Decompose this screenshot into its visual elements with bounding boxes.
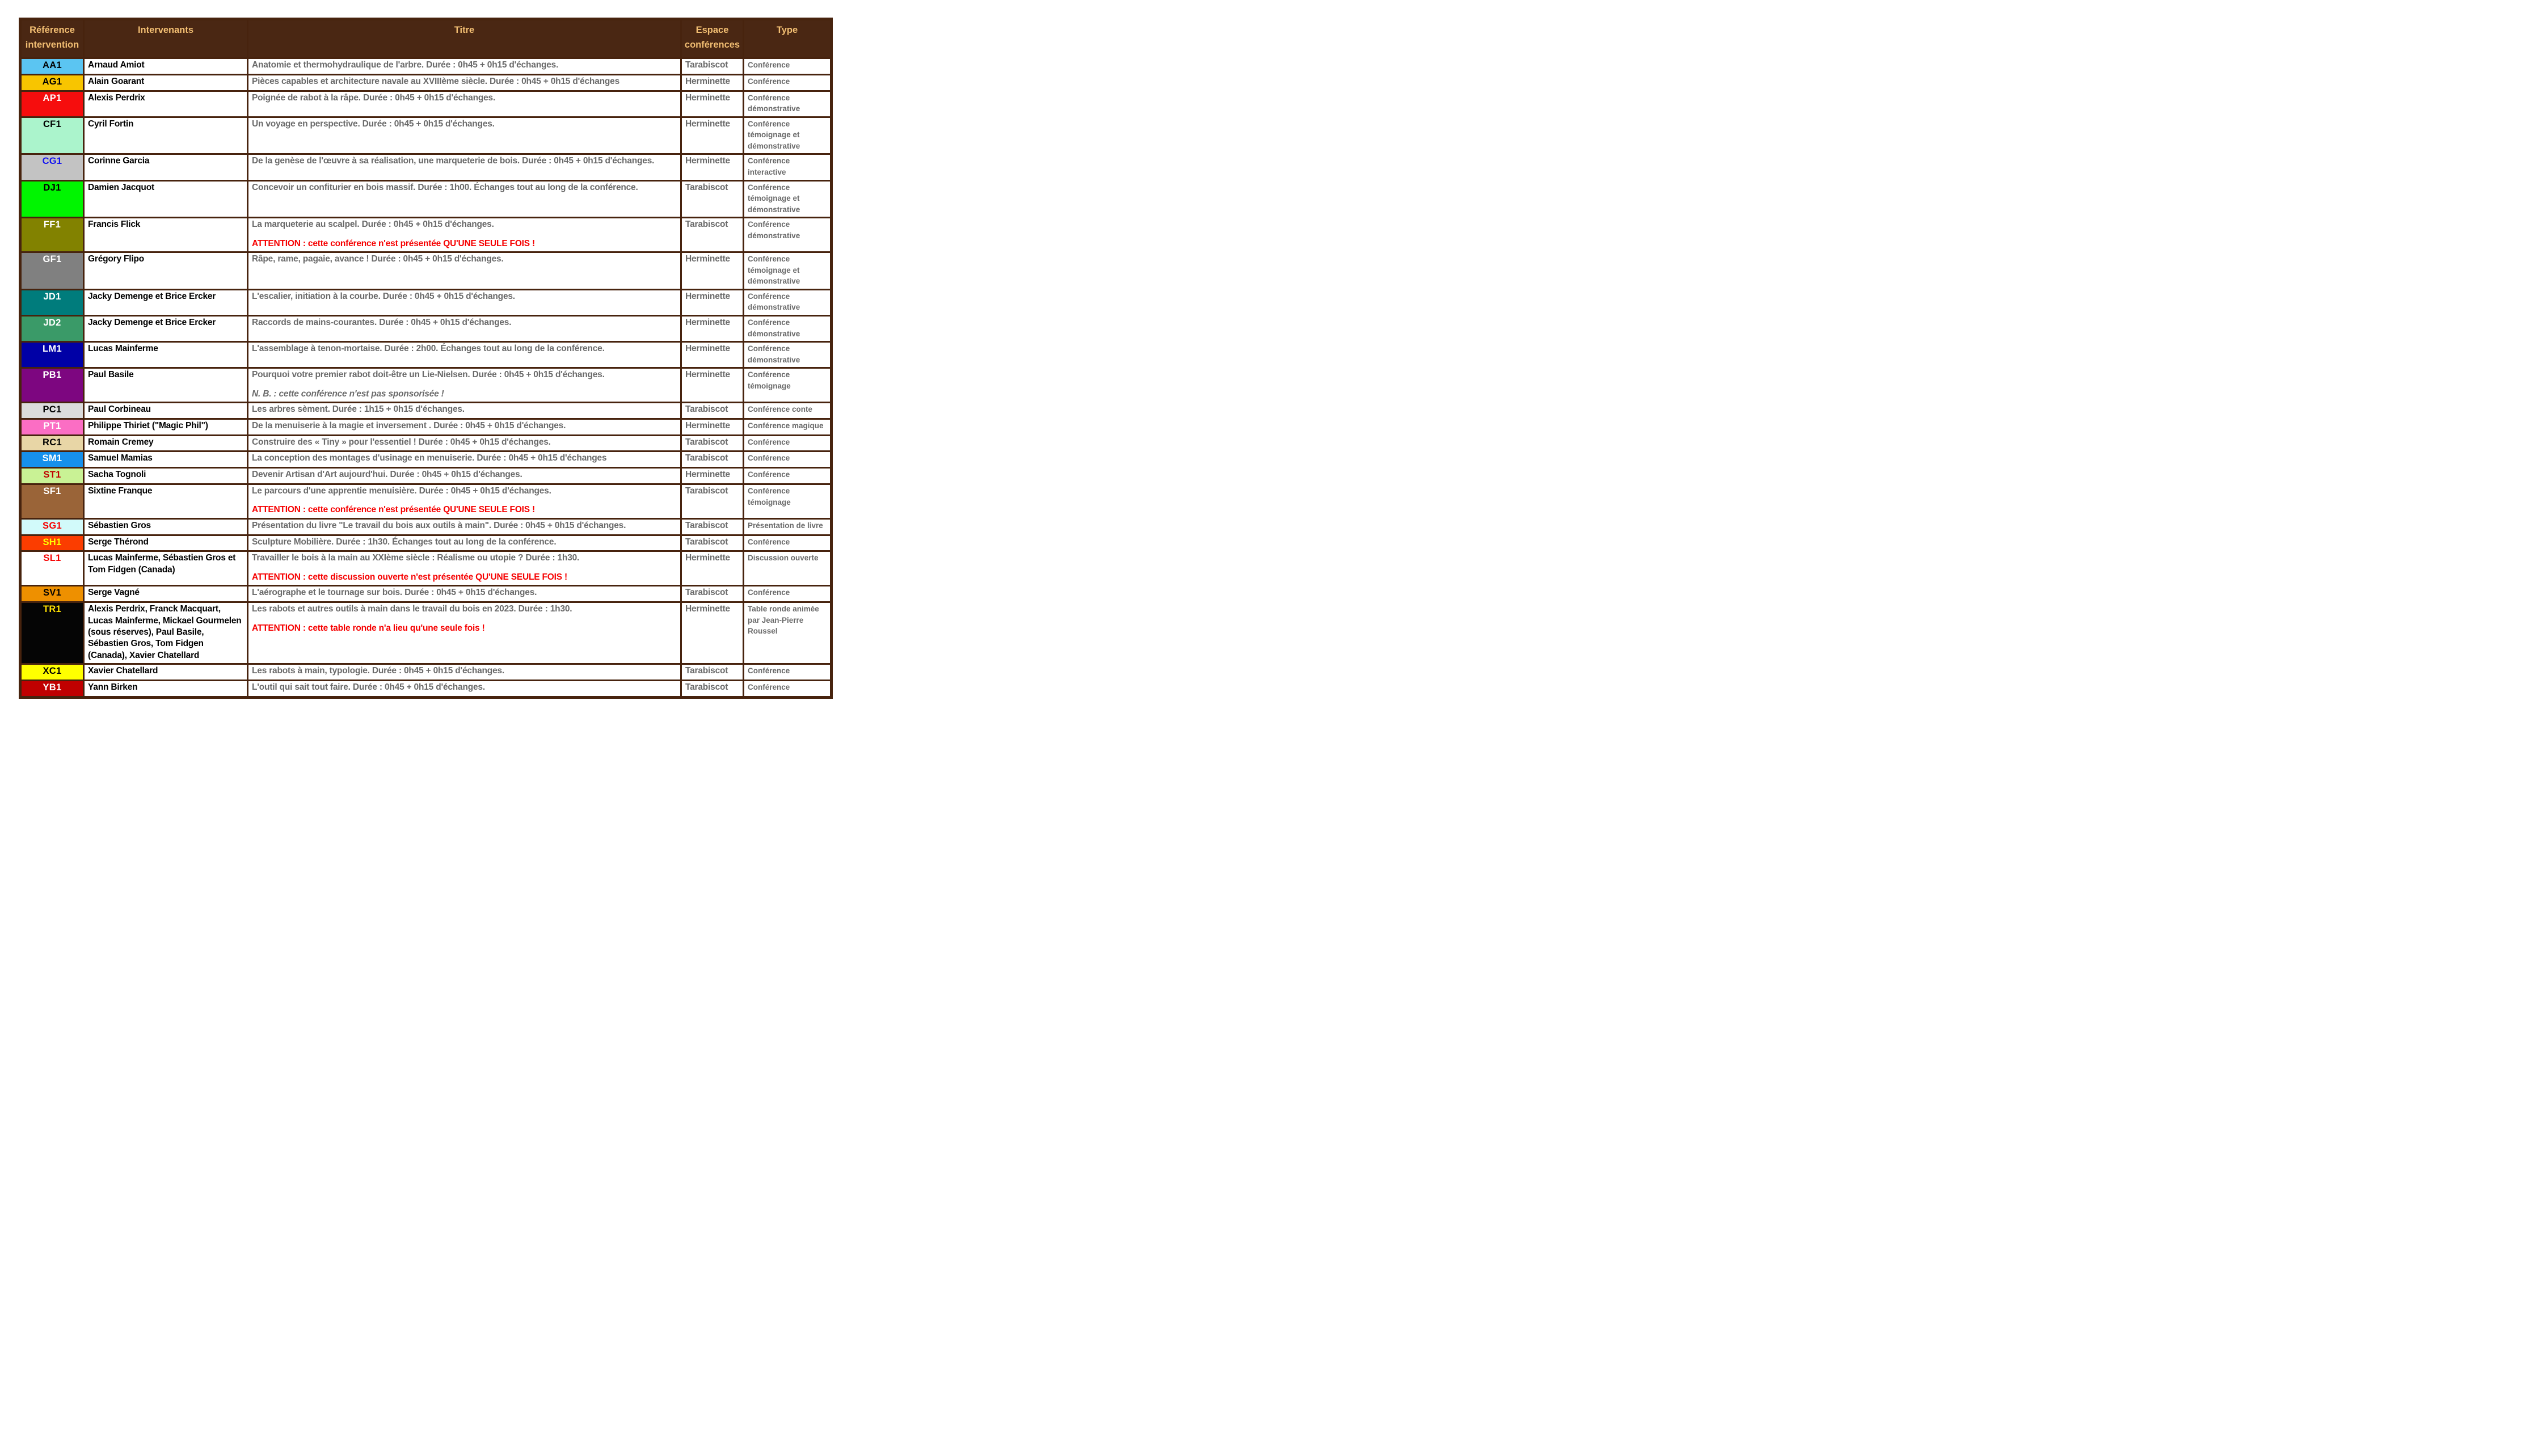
titre-cell: [248, 419, 681, 435]
table-header: [20, 19, 832, 58]
reference-cell: GF1: [20, 252, 84, 290]
table-row: [20, 154, 832, 180]
type-cell: Conférence interactive: [744, 154, 832, 180]
titre-cell: [248, 451, 681, 468]
nb-note: N. B. : cette conférence n'est pas sponsorisée !: [252, 389, 444, 399]
intervenants-cell: Sixtine Franque: [84, 484, 248, 518]
reference-cell: AA1: [20, 58, 84, 75]
table-row: [20, 681, 832, 698]
attention-note: ATTENTION : cette discussion ouverte n'est présentée QU'UNE SEULE FOIS !: [252, 572, 567, 582]
type-cell: Conférence: [744, 468, 832, 484]
reference-cell: PT1: [20, 419, 84, 435]
intervenants-cell: Serge Vagné: [84, 586, 248, 602]
espace-cell: Tarabiscot: [681, 681, 744, 698]
reference-cell: PC1: [20, 403, 84, 419]
table-row: [20, 74, 832, 91]
espace-cell: Tarabiscot: [681, 535, 744, 551]
espace-cell: Herminette: [681, 154, 744, 180]
titre-cell: [248, 342, 681, 368]
table-row: [20, 117, 832, 154]
table-row: [20, 419, 832, 435]
titre-cell: [248, 602, 681, 664]
espace-cell: Tarabiscot: [681, 586, 744, 602]
type-cell: Conférence démonstrative: [744, 342, 832, 368]
table-row: [20, 316, 832, 342]
reference-cell: JD1: [20, 289, 84, 315]
espace-cell: Herminette: [681, 368, 744, 403]
intervenants-cell: Arnaud Amiot: [84, 58, 248, 75]
type-cell: Conférence témoignage et démonstrative: [744, 180, 832, 218]
titre-cell: [248, 180, 681, 218]
column-header-espace: Espace conférences: [681, 19, 744, 58]
column-header-intervenants: Intervenants: [84, 19, 248, 58]
table-row: [20, 518, 832, 535]
intervenants-cell: Alain Goarant: [84, 74, 248, 91]
espace-cell: Tarabiscot: [681, 403, 744, 419]
table-row: [20, 58, 832, 75]
titre-cell: [248, 681, 681, 698]
type-cell: Discussion ouverte: [744, 551, 832, 586]
type-cell: Conférence démonstrative: [744, 91, 832, 117]
espace-cell: Herminette: [681, 117, 744, 154]
titre-text: Râpe, rame, pagaie, avance ! Durée : 0h45 + 0h15 d'échanges.: [252, 254, 504, 264]
intervenants-cell: Jacky Demenge et Brice Ercker: [84, 289, 248, 315]
espace-cell: Herminette: [681, 289, 744, 315]
titre-cell: [248, 518, 681, 535]
type-cell: Présentation de livre: [744, 518, 832, 535]
titre-cell: [248, 664, 681, 681]
titre-cell: [248, 316, 681, 342]
intervenants-cell: Paul Corbineau: [84, 403, 248, 419]
titre-text: Raccords de mains-courantes. Durée : 0h45 + 0h15 d'échanges.: [252, 318, 512, 327]
type-cell: Conférence: [744, 586, 832, 602]
titre-text: La conception des montages d'usinage en menuiserie. Durée : 0h45 + 0h15 d'échanges: [252, 453, 607, 463]
espace-cell: Herminette: [681, 602, 744, 664]
reference-cell: CF1: [20, 117, 84, 154]
type-cell: Conférence: [744, 451, 832, 468]
intervenants-cell: Romain Cremey: [84, 435, 248, 451]
table-row: [20, 664, 832, 681]
reference-cell: FF1: [20, 218, 84, 252]
titre-text: Anatomie et thermohydraulique de l'arbre. Durée : 0h45 + 0h15 d'échanges.: [252, 60, 559, 70]
type-cell: Conférence témoignage et démonstrative: [744, 252, 832, 290]
titre-text: Présentation du livre "Le travail du bois aux outils à main". Durée : 0h45 + 0h15 d'échanges.: [252, 520, 626, 530]
titre-text: Les rabots à main, typologie. Durée : 0h45 + 0h15 d'échanges.: [252, 666, 505, 676]
titre-text: La marqueterie au scalpel. Durée : 0h45 + 0h15 d'échanges.: [252, 220, 494, 230]
espace-cell: Tarabiscot: [681, 518, 744, 535]
type-cell: Conférence démonstrative: [744, 316, 832, 342]
reference-cell: AG1: [20, 74, 84, 91]
titre-cell: [248, 403, 681, 419]
type-cell: Table ronde animée par Jean-Pierre Roussel: [744, 602, 832, 664]
titre-text: Devenir Artisan d'Art aujourd'hui. Durée : 0h45 + 0h15 d'échanges.: [252, 470, 522, 480]
intervenants-cell: Paul Basile: [84, 368, 248, 403]
type-cell: Conférence: [744, 435, 832, 451]
table-row: [20, 435, 832, 451]
intervenants-cell: Xavier Chatellard: [84, 664, 248, 681]
intervenants-cell: Philippe Thiriet ("Magic Phil"): [84, 419, 248, 435]
conference-table-wrap: [19, 18, 830, 699]
titre-cell: [248, 551, 681, 586]
conference-table: [19, 18, 833, 699]
table-row: [20, 180, 832, 218]
intervenants-cell: Grégory Flipo: [84, 252, 248, 290]
type-cell: Conférence conte: [744, 403, 832, 419]
espace-cell: Herminette: [681, 91, 744, 117]
table-row: [20, 468, 832, 484]
titre-cell: [248, 484, 681, 518]
reference-cell: PB1: [20, 368, 84, 403]
intervenants-cell: Samuel Mamias: [84, 451, 248, 468]
titre-cell: [248, 154, 681, 180]
reference-cell: XC1: [20, 664, 84, 681]
espace-cell: Tarabiscot: [681, 664, 744, 681]
intervenants-cell: Serge Thérond: [84, 535, 248, 551]
espace-cell: Tarabiscot: [681, 451, 744, 468]
titre-text: Concevoir un confiturier en bois massif. Durée : 1h00. Échanges tout au long de la conférence.: [252, 182, 638, 192]
espace-cell: Tarabiscot: [681, 218, 744, 252]
table-row: [20, 91, 832, 117]
reference-cell: SM1: [20, 451, 84, 468]
intervenants-cell: Jacky Demenge et Brice Ercker: [84, 316, 248, 342]
type-cell: Conférence démonstrative: [744, 289, 832, 315]
attention-note: ATTENTION : cette table ronde n'a lieu qu'une seule fois !: [252, 623, 485, 633]
titre-text: Le parcours d'une apprentie menuisière. Durée : 0h45 + 0h15 d'échanges.: [252, 486, 551, 496]
intervenants-cell: Yann Birken: [84, 681, 248, 698]
intervenants-cell: Alexis Perdrix: [84, 91, 248, 117]
type-cell: Conférence magique: [744, 419, 832, 435]
column-header-titre: Titre: [248, 19, 681, 58]
espace-cell: Herminette: [681, 316, 744, 342]
espace-cell: Tarabiscot: [681, 435, 744, 451]
reference-cell: SH1: [20, 535, 84, 551]
titre-cell: [248, 58, 681, 75]
titre-text: L'escalier, initiation à la courbe. Durée : 0h45 + 0h15 d'échanges.: [252, 291, 515, 301]
titre-text: De la menuiserie à la magie et inversement . Durée : 0h45 + 0h15 d'échanges.: [252, 420, 566, 431]
table-row: [20, 368, 832, 403]
espace-cell: Tarabiscot: [681, 180, 744, 218]
reference-cell: SG1: [20, 518, 84, 535]
titre-cell: [248, 289, 681, 315]
titre-cell: [248, 468, 681, 484]
type-cell: Conférence témoignage: [744, 368, 832, 403]
espace-cell: Tarabiscot: [681, 484, 744, 518]
espace-cell: Tarabiscot: [681, 58, 744, 75]
titre-text: Les arbres sèment. Durée : 1h15 + 0h15 d'échanges.: [252, 404, 465, 415]
type-cell: Conférence témoignage et démonstrative: [744, 117, 832, 154]
titre-cell: [248, 117, 681, 154]
espace-cell: Herminette: [681, 342, 744, 368]
reference-cell: ST1: [20, 468, 84, 484]
table-row: [20, 602, 832, 664]
reference-cell: YB1: [20, 681, 84, 698]
titre-cell: [248, 586, 681, 602]
column-header-reference: Référence intervention: [20, 19, 84, 58]
reference-cell: DJ1: [20, 180, 84, 218]
titre-cell: [248, 218, 681, 252]
titre-cell: [248, 435, 681, 451]
titre-text: Poignée de rabot à la râpe. Durée : 0h45 + 0h15 d'échanges.: [252, 92, 496, 103]
table-row: [20, 586, 832, 602]
titre-cell: [248, 91, 681, 117]
intervenants-cell: Lucas Mainferme: [84, 342, 248, 368]
conference-table-body: [20, 58, 832, 698]
intervenants-cell: Francis Flick: [84, 218, 248, 252]
intervenants-cell: Cyril Fortin: [84, 117, 248, 154]
titre-text: L'outil qui sait tout faire. Durée : 0h45 + 0h15 d'échanges.: [252, 682, 485, 693]
reference-cell: SL1: [20, 551, 84, 586]
espace-cell: Herminette: [681, 74, 744, 91]
table-row: [20, 403, 832, 419]
intervenants-cell: Alexis Perdrix, Franck Macquart, Lucas Mainferme, Mickael Gourmelen (sous réserves), Paul Basile, Sébastien Gros, Tom Fidgen (Canada), Xavier Chatellard: [84, 602, 248, 664]
table-row: [20, 252, 832, 290]
titre-text: De la genèse de l'œuvre à sa réalisation, une marqueterie de bois. Durée : 0h45 + 0h15 d'échanges.: [252, 156, 655, 166]
attention-note: ATTENTION : cette conférence n'est présentée QU'UNE SEULE FOIS !: [252, 238, 535, 248]
titre-cell: [248, 368, 681, 403]
espace-cell: Herminette: [681, 551, 744, 586]
header-row: [20, 19, 832, 58]
column-header-type: Type: [744, 19, 832, 58]
intervenants-cell: Corinne Garcia: [84, 154, 248, 180]
reference-cell: AP1: [20, 91, 84, 117]
titre-text: Les rabots et autres outils à main dans le travail du bois en 2023. Durée : 1h30.: [252, 604, 572, 614]
intervenants-cell: Sébastien Gros: [84, 518, 248, 535]
titre-cell: [248, 74, 681, 91]
reference-cell: RC1: [20, 435, 84, 451]
titre-text: L'aérographe et le tournage sur bois. Durée : 0h45 + 0h15 d'échanges.: [252, 588, 537, 598]
table-row: [20, 551, 832, 586]
table-row: [20, 535, 832, 551]
attention-note: ATTENTION : cette conférence n'est présentée QU'UNE SEULE FOIS !: [252, 505, 535, 515]
titre-cell: [248, 535, 681, 551]
intervenants-cell: Sacha Tognoli: [84, 468, 248, 484]
table-row: [20, 218, 832, 252]
table-row: [20, 484, 832, 518]
titre-text: Pourquoi votre premier rabot doit-être un Lie-Nielsen. Durée : 0h45 + 0h15 d'échanges.: [252, 370, 605, 380]
type-cell: Conférence: [744, 664, 832, 681]
espace-cell: Herminette: [681, 419, 744, 435]
type-cell: Conférence: [744, 535, 832, 551]
intervenants-cell: Lucas Mainferme, Sébastien Gros et Tom Fidgen (Canada): [84, 551, 248, 586]
titre-text: Pièces capables et architecture navale au XVIIIème siècle. Durée : 0h45 + 0h15 d'échanges: [252, 76, 619, 86]
reference-cell: LM1: [20, 342, 84, 368]
titre-text: L'assemblage à tenon-mortaise. Durée : 2h00. Échanges tout au long de la conférence.: [252, 344, 605, 354]
type-cell: Conférence démonstrative: [744, 218, 832, 252]
titre-cell: [248, 252, 681, 290]
titre-text: Construire des « Tiny » pour l'essentiel ! Durée : 0h45 + 0h15 d'échanges.: [252, 437, 551, 447]
type-cell: Conférence: [744, 58, 832, 75]
espace-cell: Herminette: [681, 252, 744, 290]
table-row: [20, 451, 832, 468]
type-cell: Conférence: [744, 681, 832, 698]
table-row: [20, 342, 832, 368]
reference-cell: JD2: [20, 316, 84, 342]
type-cell: Conférence: [744, 74, 832, 91]
titre-text: Un voyage en perspective. Durée : 0h45 + 0h15 d'échanges.: [252, 119, 495, 129]
intervenants-cell: Damien Jacquot: [84, 180, 248, 218]
table-row: [20, 289, 832, 315]
reference-cell: SV1: [20, 586, 84, 602]
reference-cell: SF1: [20, 484, 84, 518]
reference-cell: CG1: [20, 154, 84, 180]
reference-cell: TR1: [20, 602, 84, 664]
espace-cell: Herminette: [681, 468, 744, 484]
titre-text: Travailler le bois à la main au XXIème siècle : Réalisme ou utopie ? Durée : 1h30.: [252, 553, 580, 563]
titre-text: Sculpture Mobilière. Durée : 1h30. Échanges tout au long de la conférence.: [252, 537, 557, 547]
type-cell: Conférence témoignage: [744, 484, 832, 518]
